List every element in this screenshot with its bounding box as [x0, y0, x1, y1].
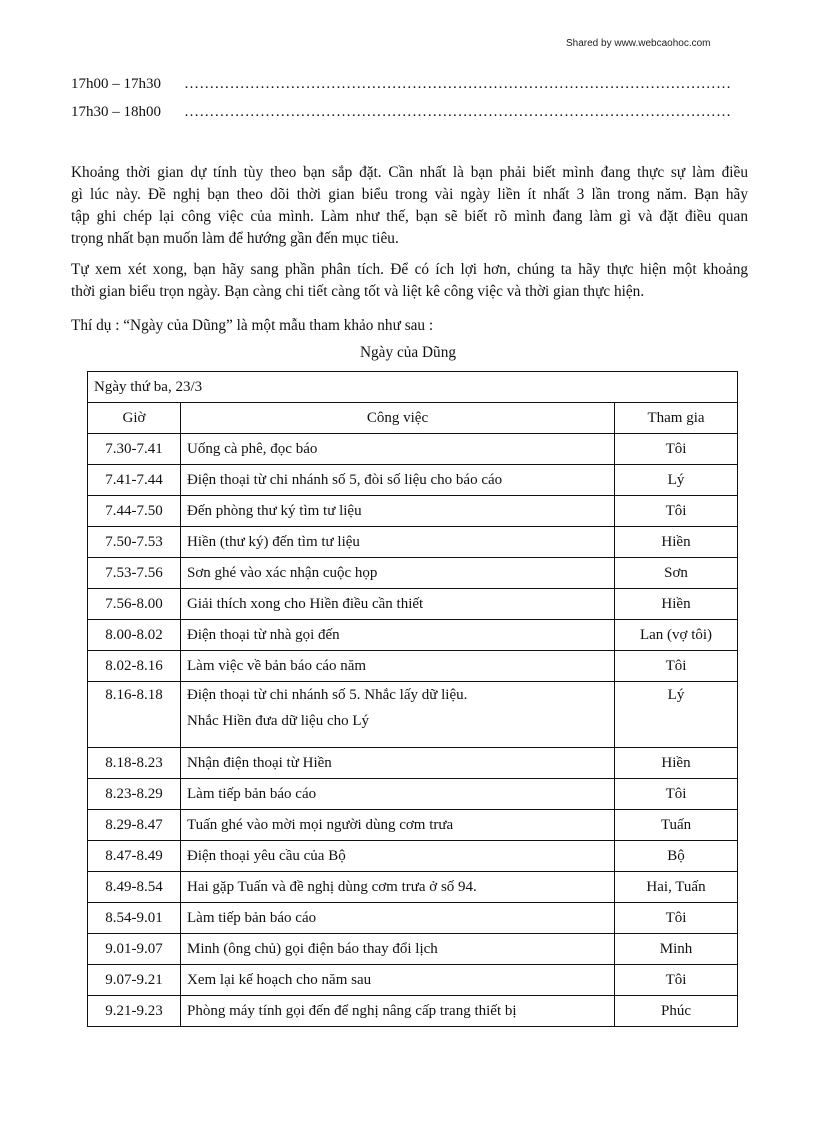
- row-participant: Lý: [615, 682, 738, 748]
- row-time: 8.47-8.49: [88, 841, 181, 872]
- table-row: [88, 872, 738, 903]
- row-time: 8.16-8.18: [88, 682, 181, 748]
- table-caption: Ngày của Dũng: [359, 344, 456, 361]
- row-participant: Bộ: [615, 841, 738, 872]
- row-task: Làm việc về bản báo cáo năm: [181, 651, 615, 682]
- row-participant: Tôi: [615, 965, 738, 996]
- row-participant: Tôi: [615, 496, 738, 527]
- table-row: [88, 558, 738, 589]
- header-who: Tham gia: [615, 403, 738, 434]
- row-time: 9.01-9.07: [88, 934, 181, 965]
- paragraph-2: [71, 259, 748, 303]
- schedule-table: [87, 371, 738, 1027]
- time-slot-line: [71, 76, 751, 93]
- row-task: Hai gặp Tuấn và đề nghị dùng cơm trưa ở số 94.: [181, 872, 615, 903]
- table-row: [88, 934, 738, 965]
- table-row: [88, 620, 738, 651]
- row-task: Đến phòng thư ký tìm tư liệu: [181, 496, 615, 527]
- row-time: 7.41-7.44: [88, 465, 181, 496]
- row-task: Minh (ông chủ) gọi điện báo thay đổi lịch: [181, 934, 615, 965]
- row-participant: Lan (vợ tôi): [615, 620, 738, 651]
- row-participant: Hiền: [615, 527, 738, 558]
- row-time: 7.30-7.41: [88, 434, 181, 465]
- row-time: 7.50-7.53: [88, 527, 181, 558]
- time-slot-label: 17h00 – 17h30: [71, 76, 161, 92]
- time-slot-label: 17h30 – 18h00: [71, 104, 161, 120]
- table-row: [88, 527, 738, 558]
- row-task: Xem lại kế hoạch cho năm sau: [181, 965, 615, 996]
- row-task: Điện thoại từ chi nhánh số 5, đòi số liệu cho báo cáo: [181, 465, 615, 496]
- row-task: Tuấn ghé vào mời mọi người dùng cơm trưa: [181, 810, 615, 841]
- row-participant: Hiền: [615, 589, 738, 620]
- row-time: 9.07-9.21: [88, 965, 181, 996]
- row-time: 7.56-8.00: [88, 589, 181, 620]
- row-participant: Tôi: [615, 779, 738, 810]
- row-task: Nhận điện thoại từ Hiền: [181, 748, 615, 779]
- table-row: [88, 903, 738, 934]
- row-participant: Lý: [615, 465, 738, 496]
- row-time: 8.23-8.29: [88, 779, 181, 810]
- shared-by-header: Shared by www.webcaohoc.com: [566, 38, 711, 49]
- table-row: [88, 589, 738, 620]
- row-task: Điện thoại từ nhà gọi đến: [181, 620, 615, 651]
- row-time: 7.53-7.56: [88, 558, 181, 589]
- table-row: [88, 748, 738, 779]
- row-time: 8.02-8.16: [88, 651, 181, 682]
- row-task: Giải thích xong cho Hiền điều cần thiết: [181, 589, 615, 620]
- paragraph-line: Thí dụ : “Ngày của Dũng” là một mẫu tham khảo như sau :: [71, 317, 434, 334]
- fill-dots: ………………………………………………………………………………………………: [184, 76, 732, 92]
- paragraph-line: tập ghi chép lại công việc của mình. Làm như thế, bạn sẽ biết rõ mình đang làm gì và đặt điều quan: [71, 208, 748, 225]
- time-slot-line: [71, 104, 751, 121]
- row-time: 8.54-9.01: [88, 903, 181, 934]
- table-row: [88, 434, 738, 465]
- row-participant: Tôi: [615, 434, 738, 465]
- table-row: [88, 496, 738, 527]
- row-time: 9.21-9.23: [88, 996, 181, 1027]
- table-row: [88, 841, 738, 872]
- table-row: [88, 965, 738, 996]
- table-header-row: [88, 403, 738, 434]
- header-task: Công việc: [181, 403, 615, 434]
- row-task: Làm tiếp bản báo cáo: [181, 779, 615, 810]
- row-time: 8.49-8.54: [88, 872, 181, 903]
- row-participant: Tôi: [615, 903, 738, 934]
- paragraph-line: Khoảng thời gian dự tính tùy theo bạn sắp đặt. Cần nhất là bạn phải biết mình đang thực sự làm điều: [71, 164, 748, 181]
- row-time: 8.18-8.23: [88, 748, 181, 779]
- row-participant: Tôi: [615, 651, 738, 682]
- row-task: Sơn ghé vào xác nhận cuộc họp: [181, 558, 615, 589]
- paragraph-line: Tự xem xét xong, bạn hãy sang phần phân tích. Để có ích lợi hơn, chúng ta hãy thực hiện một khoảng: [71, 261, 748, 278]
- row-task: Phòng máy tính gọi đến để nghị nâng cấp trang thiết bị: [181, 996, 615, 1027]
- header-time: Giờ: [88, 403, 181, 434]
- row-participant: Minh: [615, 934, 738, 965]
- row-task: Điện thoại yêu cầu của Bộ: [181, 841, 615, 872]
- row-task-line: Nhắc Hiền đưa dữ liệu cho Lý: [187, 713, 370, 729]
- row-task-line: Điện thoại từ chi nhánh số 5. Nhắc lấy dữ liệu.: [187, 687, 468, 703]
- row-task: Hiền (thư ký) đến tìm tư liệu: [181, 527, 615, 558]
- row-time: 8.00-8.02: [88, 620, 181, 651]
- row-participant: Phúc: [615, 996, 738, 1027]
- table-row: [88, 810, 738, 841]
- row-task: [181, 682, 615, 748]
- row-task: Làm tiếp bản báo cáo: [181, 903, 615, 934]
- table-date-row: [88, 372, 738, 403]
- row-time: 7.44-7.50: [88, 496, 181, 527]
- row-participant: Tuấn: [615, 810, 738, 841]
- paragraph-line: trọng nhất bạn muốn làm để hướng gần đến mục tiêu.: [71, 230, 399, 247]
- table-row: [88, 996, 738, 1027]
- fill-dots: ………………………………………………………………………………………………: [184, 104, 732, 120]
- row-participant: Sơn: [615, 558, 738, 589]
- row-time: 8.29-8.47: [88, 810, 181, 841]
- table-row: [88, 465, 738, 496]
- example-intro: [71, 315, 748, 337]
- table-row: [88, 682, 738, 748]
- paragraph-line: thời gian biểu trọn ngày. Bạn càng chi tiết càng tốt và liệt kê công việc và thời gian thực hiện.: [71, 283, 645, 300]
- schedule-date: Ngày thứ ba, 23/3: [88, 372, 738, 403]
- table-row: [88, 779, 738, 810]
- paragraph-1: [71, 162, 748, 250]
- row-task: Uống cà phê, đọc báo: [181, 434, 615, 465]
- paragraph-line: gì lúc này. Đề nghị bạn theo dõi thời gian biểu trong vài ngày liền ít nhất 3 lần trong năm. Bạn hãy: [71, 186, 748, 203]
- table-row: [88, 651, 738, 682]
- row-participant: Hiền: [615, 748, 738, 779]
- row-participant: Hai, Tuấn: [615, 872, 738, 903]
